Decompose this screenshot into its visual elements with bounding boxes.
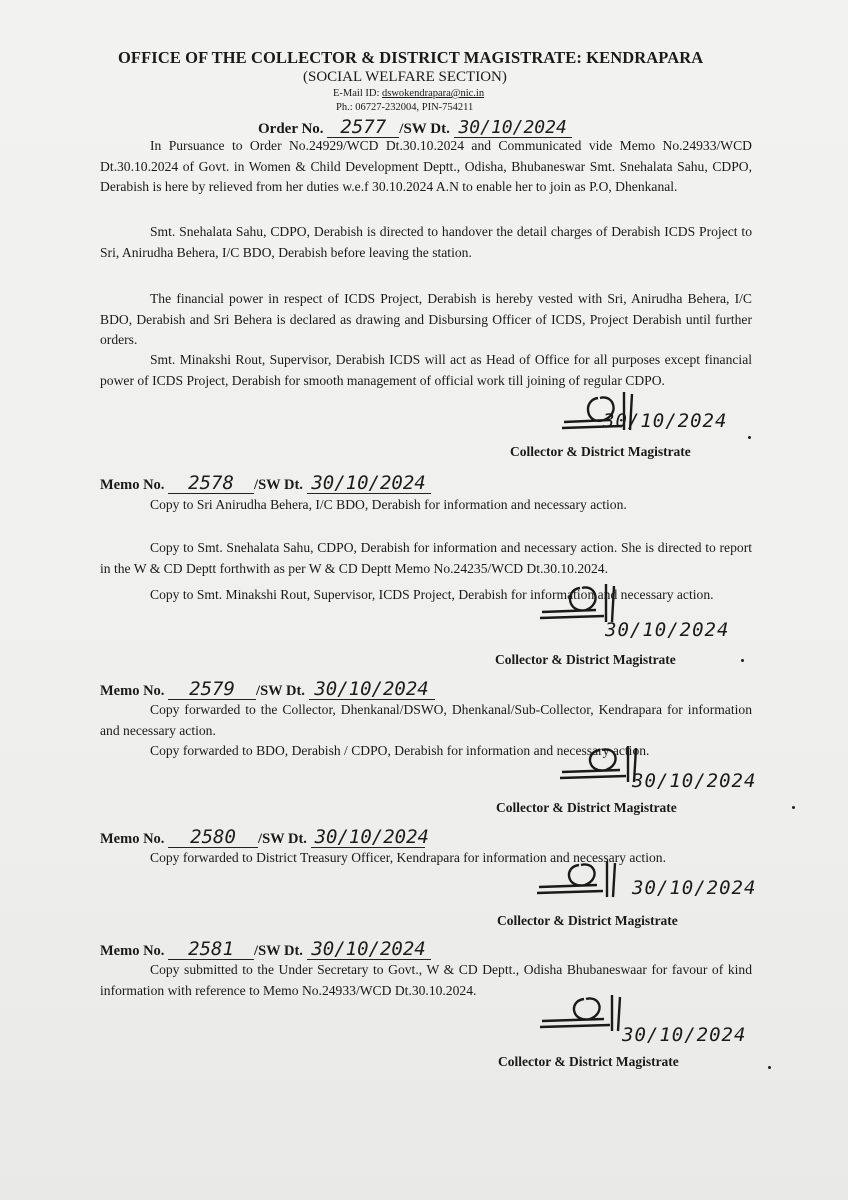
section-name: (SOCIAL WELFARE SECTION) [303, 69, 507, 85]
memo-number: 2580 [168, 828, 258, 848]
memo-sw-label: /SW Dt. [254, 943, 303, 959]
memo-paragraph [100, 495, 752, 516]
memo-sw-label: /SW Dt. [254, 477, 303, 493]
paragraph-text: The financial power in respect of ICDS Project, Derabish is hereby vested with Sri, Anirudha Behera, I/C BDO, Derabish and Sri Behera is declared as drawing and Disbursing Officer of ICDS, Project Derabish until further orders. [100, 291, 752, 347]
memo-number-line [100, 474, 431, 494]
order-paragraph-2 [100, 222, 752, 263]
signatory-title: Collector & District Magistrate [497, 913, 678, 928]
paragraph-text: Copy forwarded to the Collector, Dhenkanal/DSWO, Dhenkanal/Sub-Collector, Kendrapara for information and necessary action. [100, 702, 752, 738]
signature-date: 30/10/2024 [605, 619, 730, 641]
memo-number: 2578 [168, 474, 254, 494]
memo-sw-label: /SW Dt. [258, 831, 307, 847]
signature-date: 30/10/2024 [632, 770, 757, 792]
memo-paragraph [100, 538, 752, 579]
memo-number-line [100, 940, 431, 960]
phone-line: Ph.: 06727-232004, PIN-754211 [336, 102, 474, 113]
signature-date: 30/10/2024 [622, 1024, 747, 1046]
email-label: E-Mail ID: [333, 88, 382, 99]
signatory-title: Collector & District Magistrate [510, 444, 691, 459]
memo-label: Memo No. [100, 683, 165, 699]
memo-paragraph [100, 700, 752, 741]
order-number: 2577 [327, 118, 399, 138]
paragraph-text: In Pursuance to Order No.24929/WCD Dt.30.10.2024 and Communicated vide Memo No.24933/WCD Dt.30.10.2024 of Govt. in Women & Child Development Deptt., Odisha, Bhubaneswar Smt. Snehalata Sahu, CDPO, Derabish is here by relieved from her duties w.e.f 30.10.2024 A.N to enable her to join as P.O, Dhenkanal. [100, 138, 752, 194]
order-number-line [258, 118, 572, 138]
memo-label: Memo No. [100, 831, 165, 847]
paragraph-text: Copy to Smt. Minakshi Rout, Supervisor, ICDS Project, Derabish for information and necessary action. [150, 587, 714, 602]
memo-label: Memo No. [100, 477, 165, 493]
ink-dot [792, 806, 795, 809]
paragraph-text: Smt. Minakshi Rout, Supervisor, Derabish ICDS will act as Head of Office for all purposes except financial power of ICDS Project, Derabish for smooth management of official work till joining of regular CDPO. [100, 352, 752, 388]
paragraph-text: Copy forwarded to BDO, Derabish / CDPO, Derabish for information and necessary action. [150, 743, 650, 758]
memo-date: 30/10/2024 [309, 680, 435, 700]
memo-date: 30/10/2024 [311, 828, 425, 848]
signature-date: 30/10/2024 [603, 410, 728, 432]
memo-date: 30/10/2024 [307, 474, 431, 494]
office-title: OFFICE OF THE COLLECTOR & DISTRICT MAGISTRATE: KENDRAPARA [118, 48, 704, 67]
signatory-title: Collector & District Magistrate [495, 652, 676, 667]
paragraph-text: Copy to Sri Anirudha Behera, I/C BDO, Derabish for information and necessary action. [150, 497, 627, 512]
memo-date: 30/10/2024 [307, 940, 431, 960]
email-address: dswokendrapara@nic.in [382, 88, 485, 99]
ink-dot [741, 659, 744, 662]
email-line [333, 88, 484, 99]
memo-label: Memo No. [100, 943, 165, 959]
memo-number: 2581 [168, 940, 254, 960]
order-paragraph-1 [100, 136, 752, 198]
order-date: 30/10/2024 [454, 119, 572, 138]
order-label: Order No. [258, 121, 324, 137]
memo-number-line [100, 680, 435, 700]
order-paragraph-3 [100, 289, 752, 351]
ink-dot [748, 436, 751, 439]
paragraph-text: Copy forwarded to District Treasury Officer, Kendrapara for information and necessary action. [150, 850, 666, 865]
ink-dot [768, 1066, 771, 1069]
signatory-title: Collector & District Magistrate [496, 800, 677, 815]
paragraph-text: Copy to Smt. Snehalata Sahu, CDPO, Derabish for information and necessary action. She is directed to report in the W & CD Deptt forthwith as per W & CD Deptt Memo No.24235/WCD Dt.30.10.2024. [100, 540, 752, 576]
paragraph-text: Smt. Snehalata Sahu, CDPO, Derabish is directed to handover the detail charges of Derabish ICDS Project to Sri, Anirudha Behera, I/C BDO, Derabish before leaving the station. [100, 224, 752, 260]
memo-sw-label: /SW Dt. [256, 683, 305, 699]
signatory-title: Collector & District Magistrate [498, 1054, 679, 1069]
paragraph-text: Copy submitted to the Under Secretary to Govt., W & CD Deptt., Odisha Bhubaneswaar for favour of kind information with reference to Memo No.24933/WCD Dt.30.10.2024. [100, 962, 752, 998]
signature-date: 30/10/2024 [632, 877, 757, 899]
memo-number-line [100, 826, 429, 848]
order-paragraph-4 [100, 350, 752, 391]
order-sw-label: /SW Dt. [399, 121, 450, 137]
memo-number: 2579 [168, 680, 256, 700]
